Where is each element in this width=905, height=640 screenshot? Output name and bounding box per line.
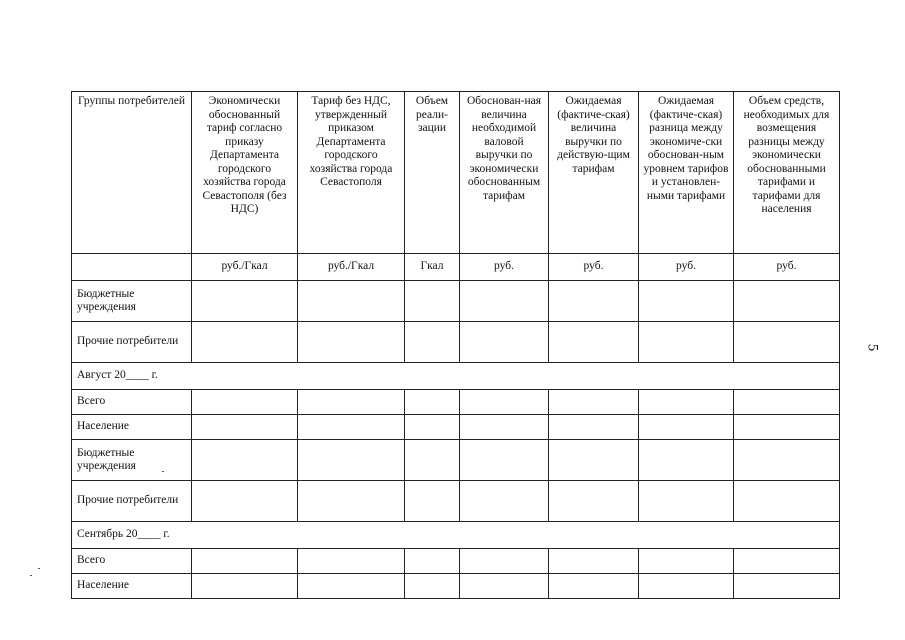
unit-cell: руб. bbox=[639, 254, 734, 281]
table-cell bbox=[405, 390, 460, 415]
table-cell bbox=[639, 415, 734, 440]
table-cell bbox=[405, 440, 460, 481]
units-cell-empty bbox=[72, 254, 192, 281]
table-row bbox=[72, 415, 840, 440]
table-cell bbox=[639, 440, 734, 481]
table-cell bbox=[460, 440, 549, 481]
unit-cell: руб. bbox=[734, 254, 840, 281]
table-row bbox=[72, 481, 840, 522]
table-cell bbox=[405, 322, 460, 363]
table-cell bbox=[298, 574, 405, 599]
scan-speck bbox=[38, 568, 40, 569]
table-cell bbox=[298, 322, 405, 363]
table-cell bbox=[734, 481, 840, 522]
unit-cell: руб./Гкал bbox=[192, 254, 298, 281]
table-cell bbox=[405, 415, 460, 440]
table-cell bbox=[405, 481, 460, 522]
table-cell bbox=[549, 322, 639, 363]
header-compensation-amount: Объем средств, необходимых для возмещения разницы между экономически обоснованными тарифами и тарифами для населения bbox=[734, 92, 840, 254]
header-row bbox=[72, 92, 840, 254]
table-cell bbox=[192, 390, 298, 415]
table-cell bbox=[192, 415, 298, 440]
table-cell bbox=[298, 415, 405, 440]
table-cell bbox=[460, 322, 549, 363]
table-row bbox=[72, 281, 840, 322]
table-cell bbox=[298, 281, 405, 322]
row-label: Прочие потребители bbox=[72, 322, 192, 363]
table-cell bbox=[549, 549, 639, 574]
unit-cell: руб. bbox=[460, 254, 549, 281]
table-row bbox=[72, 390, 840, 415]
table-cell bbox=[192, 322, 298, 363]
table-cell bbox=[460, 390, 549, 415]
section-label: Сентябрь 20____ г. bbox=[72, 522, 840, 549]
table-cell bbox=[192, 281, 298, 322]
row-label: Население bbox=[72, 574, 192, 599]
row-label: Прочие потребители bbox=[72, 481, 192, 522]
section-row-august bbox=[72, 363, 840, 390]
table-cell bbox=[549, 574, 639, 599]
table-cell bbox=[192, 549, 298, 574]
table-cell bbox=[405, 281, 460, 322]
table-cell bbox=[549, 390, 639, 415]
table-row bbox=[72, 322, 840, 363]
section-row-september bbox=[72, 522, 840, 549]
table-row bbox=[72, 549, 840, 574]
table-cell bbox=[192, 440, 298, 481]
section-label: Август 20____ г. bbox=[72, 363, 840, 390]
table-cell bbox=[734, 415, 840, 440]
header-consumer-groups: Группы потребителей bbox=[72, 92, 192, 254]
header-economic-tariff: Экономически обоснованный тариф согласно приказу Департамента городского хозяйства города Севастополя (без НДС) bbox=[192, 92, 298, 254]
table-cell bbox=[549, 415, 639, 440]
unit-cell: руб./Гкал bbox=[298, 254, 405, 281]
scan-speck bbox=[162, 471, 164, 472]
table-cell bbox=[734, 281, 840, 322]
table-cell bbox=[460, 281, 549, 322]
row-label: Всего bbox=[72, 549, 192, 574]
table-cell bbox=[734, 574, 840, 599]
row-label: Население bbox=[72, 415, 192, 440]
table-cell bbox=[734, 390, 840, 415]
page-number: 5 bbox=[864, 343, 881, 352]
table-row bbox=[72, 574, 840, 599]
table-cell bbox=[734, 549, 840, 574]
table-cell bbox=[734, 322, 840, 363]
table-cell bbox=[298, 440, 405, 481]
table-cell bbox=[549, 481, 639, 522]
table-cell bbox=[639, 281, 734, 322]
table-cell bbox=[460, 415, 549, 440]
row-label: Бюджетные учреждения bbox=[72, 440, 192, 481]
header-required-revenue: Обоснован-ная величина необходимой валовой выручки по экономически обоснованным тарифам bbox=[460, 92, 549, 254]
table-cell bbox=[298, 481, 405, 522]
row-label: Бюджетные учреждения bbox=[72, 281, 192, 322]
header-expected-difference: Ожидаемая (фактиче-ская) разница между экономиче-ски обоснован-ным уровнем тарифов и установлен-ными тарифами bbox=[639, 92, 734, 254]
header-sales-volume: Объем реали-зации bbox=[405, 92, 460, 254]
unit-cell: руб. bbox=[549, 254, 639, 281]
header-approved-tariff: Тариф без НДС, утвержденный приказом Департамента городского хозяйства города Севастополя bbox=[298, 92, 405, 254]
row-label: Всего bbox=[72, 390, 192, 415]
scan-speck bbox=[30, 575, 32, 576]
table-cell bbox=[405, 549, 460, 574]
units-row bbox=[72, 254, 840, 281]
table-cell bbox=[639, 574, 734, 599]
table-cell bbox=[549, 440, 639, 481]
table-cell bbox=[639, 481, 734, 522]
table-cell bbox=[549, 281, 639, 322]
table-cell bbox=[734, 440, 840, 481]
table-cell bbox=[460, 574, 549, 599]
table-cell bbox=[298, 390, 405, 415]
table-cell bbox=[192, 481, 298, 522]
table-cell bbox=[192, 574, 298, 599]
unit-cell: Гкал bbox=[405, 254, 460, 281]
table-cell bbox=[639, 322, 734, 363]
table-cell bbox=[639, 549, 734, 574]
table-cell bbox=[460, 481, 549, 522]
table-cell bbox=[639, 390, 734, 415]
table-cell bbox=[460, 549, 549, 574]
table-cell bbox=[298, 549, 405, 574]
header-expected-revenue: Ожидаемая (фактиче-ская) величина выручки по действую-щим тарифам bbox=[549, 92, 639, 254]
tariff-table bbox=[71, 91, 840, 599]
table-row bbox=[72, 440, 840, 481]
table-cell bbox=[405, 574, 460, 599]
